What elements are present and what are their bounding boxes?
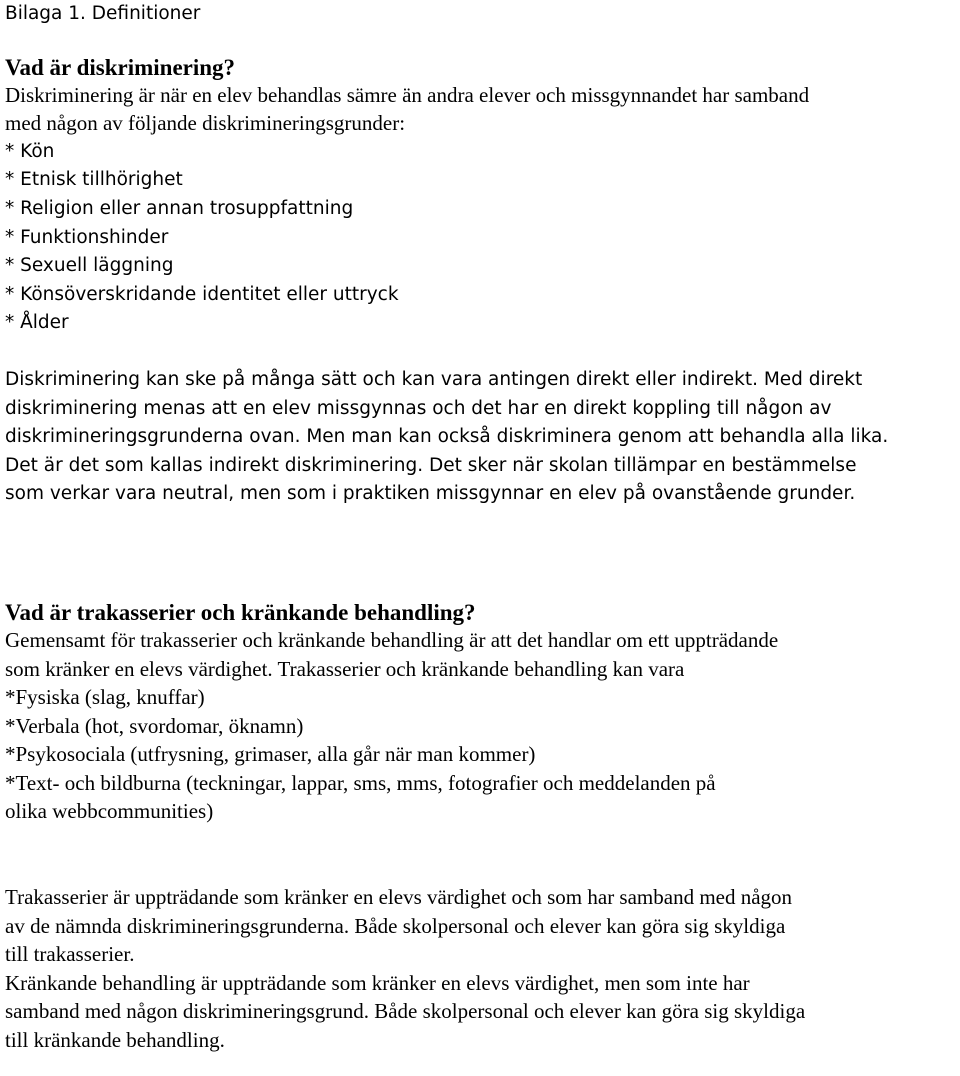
section-heading-discrimination: Vad är diskriminering? [5,54,236,80]
list-item: * Könsöverskridande identitet eller uttryck [5,283,399,305]
discrimination-body [5,366,957,509]
paragraph-line: till kränkande behandling. [5,1028,225,1053]
list-item: *Verbala (hot, svordomar, öknamn) [5,713,304,738]
list-item: * Etnisk tillhörighet [5,169,183,191]
section-heading-harassment: Vad är trakasserier och kränkande behandling? [5,599,476,625]
spacer [5,509,957,598]
paragraph-line: Diskriminering är när en elev behandlas sämre än andra elever och missgynnandet har samband [5,82,810,107]
paragraph-line: Diskriminering kan ske på många sätt och kan vara antingen direkt eller indirekt. Med direkt [5,368,863,390]
list-item: *Fysiska (slag, knuffar) [5,685,205,710]
harassment-types-list [5,683,957,826]
paragraph-line: diskriminering menas att en elev missgynnas och det har en direkt koppling till någon av [5,397,832,419]
paragraph-line: samband med någon diskrimineringsgrund. Både skolpersonal och elever kan göra sig skyldiga [5,999,806,1024]
paragraph-line: till trakasserier. [5,942,135,967]
discrimination-grounds-list [5,138,957,338]
paragraph-line: Kränkande behandling är uppträdande som kränker en elevs värdighet, men som inte har [5,970,750,995]
list-item: * Sexuell läggning [5,255,174,277]
spacer [5,338,957,365]
harassment-intro [5,626,957,683]
spacer [5,29,957,54]
paragraph-line: Gemensamt för trakasserier och kränkande behandling är att det handlar om ett uppträdande [5,627,779,652]
list-item: * Kön [5,140,55,162]
paragraph-line: som verkar vara neutral, men som i praktiken missgynnar en elev på ovanstående grunder. [5,483,856,505]
paragraph-line: av de nämnda diskrimineringsgrunderna. Både skolpersonal och elever kan göra sig skyldiga [5,913,786,938]
list-item: * Religion eller annan trosuppfattning [5,197,354,219]
list-item: * Funktionshinder [5,226,169,248]
paragraph-line: diskrimineringsgrunderna ovan. Men man kan också diskriminera genom att behandla alla lika. [5,426,889,448]
spacer [5,826,957,882]
discrimination-intro [5,81,957,138]
harassment-definitions [5,883,957,1055]
list-item: olika webbcommunities) [5,799,214,824]
list-item: *Psykosociala (utfrysning, grimaser, alla går när man kommer) [5,742,536,767]
list-item: * Ålder [5,312,69,334]
paragraph-line: med någon av följande diskrimineringsgrunder: [5,111,406,136]
document-title: Bilaga 1. Definitioner [5,3,201,24]
paragraph-line: som kränker en elevs värdighet. Trakasserier och kränkande behandling kan vara [5,656,685,681]
paragraph-line: Trakasserier är uppträdande som kränker en elevs värdighet och som har samband med någon [5,885,793,910]
document-page [5,0,957,1055]
paragraph-line: Det är det som kallas indirekt diskriminering. Det sker när skolan tillämpar en bestämmelse [5,454,857,476]
list-item: *Text- och bildburna (teckningar, lappar, sms, mms, fotografier och meddelanden på [5,770,716,795]
